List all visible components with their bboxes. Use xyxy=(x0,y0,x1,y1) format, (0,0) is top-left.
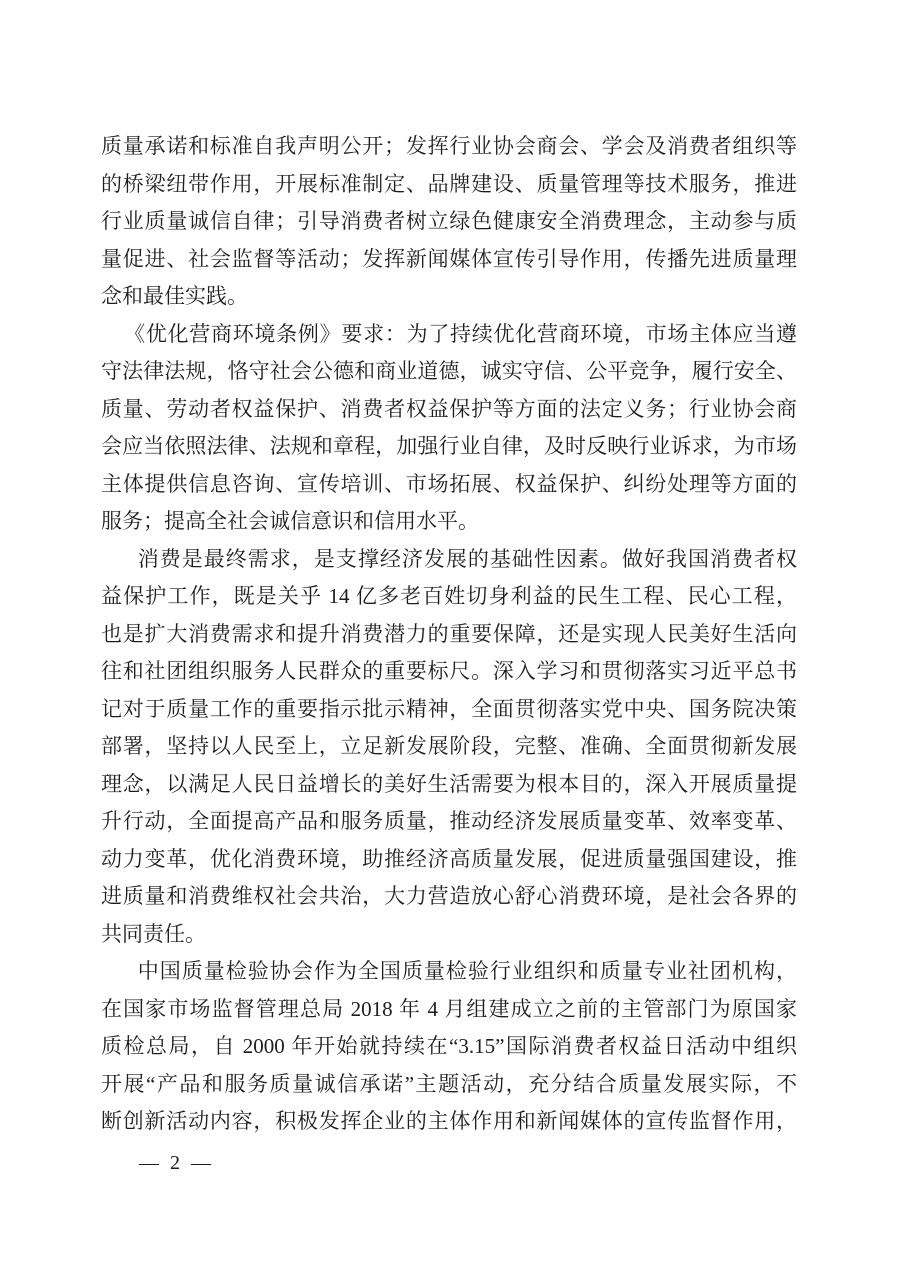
text-line: 动力变革，优化消费环境，助推经济高质量发展，促进质量强国建设，推 xyxy=(101,846,797,871)
text-line: 质量承诺和标准自我声明公开；发挥行业协会商会、学会及消费者组织等 xyxy=(101,134,797,158)
text-line: 升行动，全面提高产品和服务质量，推动经济发展质量变革、效率变革、 xyxy=(101,809,797,833)
text-line: 行业质量诚信自律；引导消费者树立绿色健康安全消费理念，主动参与质 xyxy=(101,209,797,233)
text-line: 在国家市场监督管理总局 2018 年 4 月组建成立之前的主管部门为原国家 xyxy=(101,996,797,1021)
text-line: 念和最佳实践。 xyxy=(101,284,248,308)
text-line: 的桥梁纽带作用，开展标准制定、品牌建设、质量管理等技术服务，推进 xyxy=(101,171,797,196)
text-line: 《优化营商环境条例》要求：为了持续优化营商环境，市场主体应当遵 xyxy=(124,321,797,346)
text-line: 往和社团组织服务人民群众的重要标尺。深入学习和贯彻落实习近平总书 xyxy=(101,659,797,683)
text-line: 益保护工作，既是关乎 14 亿多老百姓切身利益的民生工程、民心工程， xyxy=(101,584,797,608)
text-line: 量促进、社会监督等活动；发挥新闻媒体宣传引导作用，传播先进质量理 xyxy=(101,246,797,271)
text-line: 消费是最终需求，是支撑经济发展的基础性因素。做好我国消费者权 xyxy=(137,546,797,571)
text-line: 中国质量检验协会作为全国质量检验行业组织和质量专业社团机构， xyxy=(137,959,797,983)
text-line: 守法律法规，恪守社会公德和商业道德，诚实守信、公平竞争，履行安全、 xyxy=(101,359,797,383)
body-text xyxy=(101,128,797,1141)
text-line: 也是扩大消费需求和提升消费潜力的重要保障，还是实现人民美好生活向 xyxy=(101,621,797,646)
text-line: 断创新活动内容，积极发挥企业的主体作用和新闻媒体的宣传监督作用， xyxy=(101,1109,797,1133)
text-line: 主体提供信息咨询、宣传培训、市场拓展、权益保护、纠纷处理等方面的 xyxy=(101,471,797,496)
page-number: — 2 — xyxy=(139,1152,214,1174)
text-line: 部署，坚持以人民至上，立足新发展阶段，完整、准确、全面贯彻新发展 xyxy=(101,734,797,758)
text-line: 进质量和消费维权社会共治，大力营造放心舒心消费环境，是社会各界的 xyxy=(101,884,797,908)
text-line: 理念，以满足人民日益增长的美好生活需要为根本目的，深入开展质量提 xyxy=(101,771,797,796)
text-line: 会应当依照法律、法规和章程，加强行业自律，及时反映行业诉求，为市场 xyxy=(101,434,797,458)
text-line: 记对于质量工作的重要指示批示精神，全面贯彻落实党中央、国务院决策 xyxy=(101,696,797,721)
text-line: 质量、劳动者权益保护、消费者权益保护等方面的法定义务；行业协会商 xyxy=(101,396,797,421)
text-line: 开展“产品和服务质量诚信承诺”主题活动，充分结合质量发展实际，不 xyxy=(101,1071,797,1096)
text-line: 共同责任。 xyxy=(101,921,206,946)
text-line: 质检总局，自 2000 年开始就持续在“3.15”国际消费者权益日活动中组织 xyxy=(101,1034,797,1058)
text-line: 服务；提高全社会诚信意识和信用水平。 xyxy=(101,509,479,533)
